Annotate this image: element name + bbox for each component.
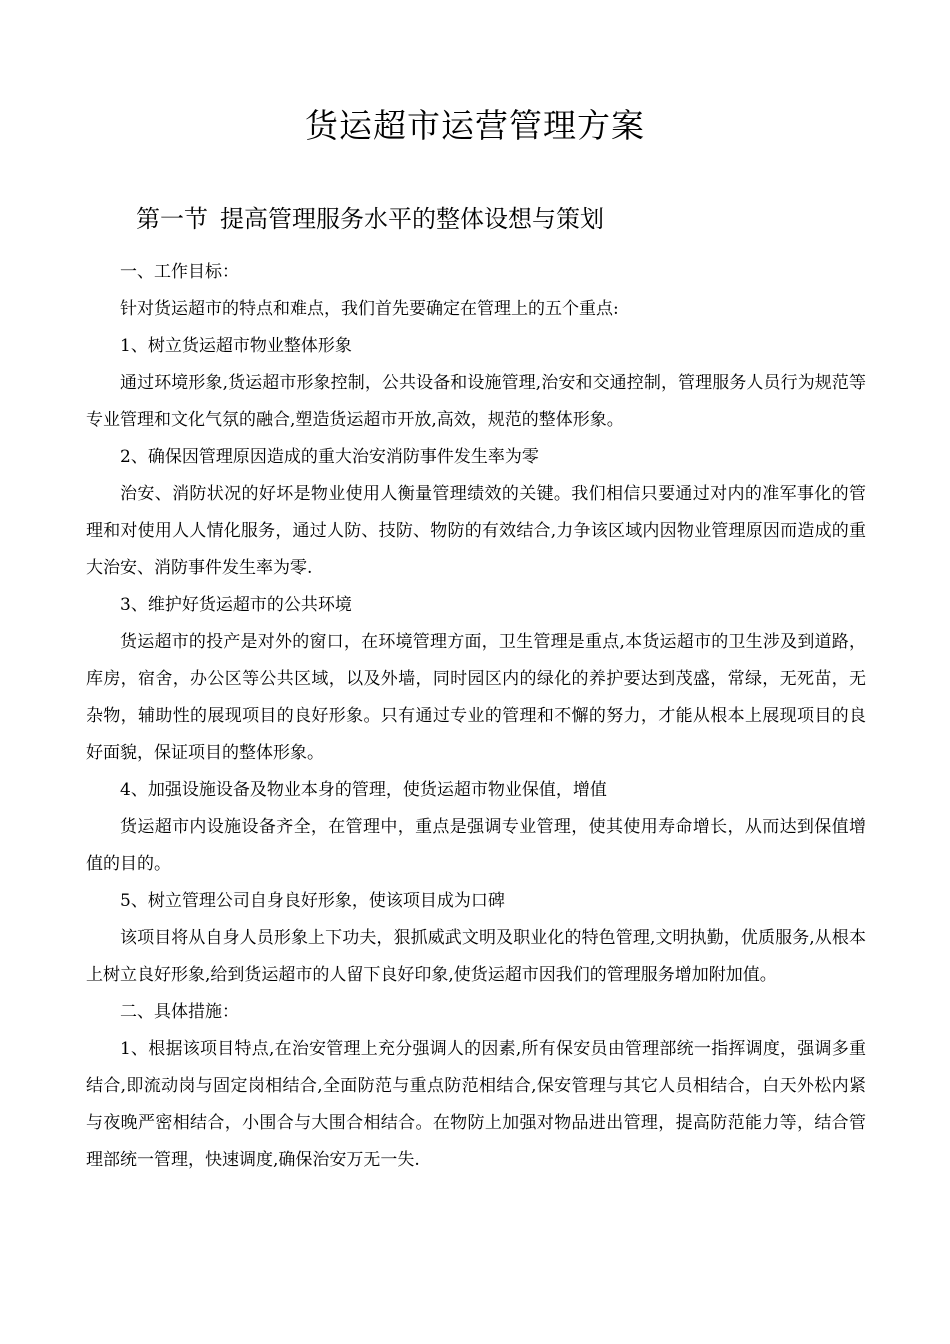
point-heading-2: 2、确保因管理原因造成的重大治安消防事件发生率为零 (120, 447, 539, 467)
paragraph-intro: 针对货运超市的特点和难点，我们首先要确定在管理上的五个重点: (120, 299, 619, 319)
paragraph-point-1: 通过环境形象,货运超市形象控制，公共设备和设施管理,治安和交通控制，管理服务人员行为规范等专业管理和文化气氛的融合,塑造货运超市开放,高效，规范的整体形象。 (86, 373, 866, 430)
paragraph-measure-1: 1、根据该项目特点,在治安管理上充分强调人的因素,所有保安员由管理部统一指挥调度，强调多重结合,即流动岗与固定岗相结合,全面防范与重点防范相结合,保安管理与其它人员相结合，白天外松内紧与夜晚严密相结合，小围合与大围合相结合。在物防上加强对物品进出管理，提高防范能力等，结合管理部统一管理，快速调度,确保治安万无一失. (86, 1039, 866, 1170)
paragraph-point-2: 治安、消防状况的好坏是物业使用人衡量管理绩效的关键。我们相信只要通过对内的准军事化的管理和对使用人人情化服务，通过人防、技防、物防的有效结合,力争该区域内因物业管理原因而造成的重大治安、消防事件发生率为零. (86, 484, 866, 578)
document-title: 货运超市运营管理方案 (305, 106, 645, 145)
paragraph-point-5: 该项目将从自身人员形象上下功夫，狠抓威武文明及职业化的特色管理,文明执勤，优质服务,从根本上树立良好形象,给到货运超市的人留下良好印象,使货运超市因我们的管理服务增加附加值。 (86, 928, 866, 985)
heading-measures: 二、具体措施： (120, 1002, 239, 1022)
heading-work-goals: 一、工作目标： (120, 262, 239, 282)
paragraph-point-4: 货运超市内设施设备齐全，在管理中，重点是强调专业管理，使其使用寿命增长，从而达到保值增值的目的。 (86, 817, 866, 874)
point-heading-3: 3、维护好货运超市的公共环境 (120, 595, 352, 615)
section-title: 提高管理服务水平的整体设想与策划 (220, 205, 604, 233)
point-heading-1: 1、树立货运超市物业整体形象 (120, 336, 352, 356)
document-body (86, 254, 866, 1179)
section-number: 第一节 (136, 205, 208, 233)
section-heading (136, 202, 604, 236)
paragraph-point-3: 货运超市的投产是对外的窗口，在环境管理方面，卫生管理是重点,本货运超市的卫生涉及到道路，库房，宿舍，办公区等公共区域，以及外墙，同时园区内的绿化的养护要达到茂盛，常绿，无死苗，无杂物，辅助性的展现项目的良好形象。只有通过专业的管理和不懈的努力，才能从根本上展现项目的良好面貌，保证项目的整体形象。 (86, 632, 866, 763)
point-heading-4: 4、加强设施设备及物业本身的管理，使货运超市物业保值，增值 (120, 780, 607, 800)
point-heading-5: 5、树立管理公司自身良好形象，使该项目成为口碑 (120, 891, 505, 911)
